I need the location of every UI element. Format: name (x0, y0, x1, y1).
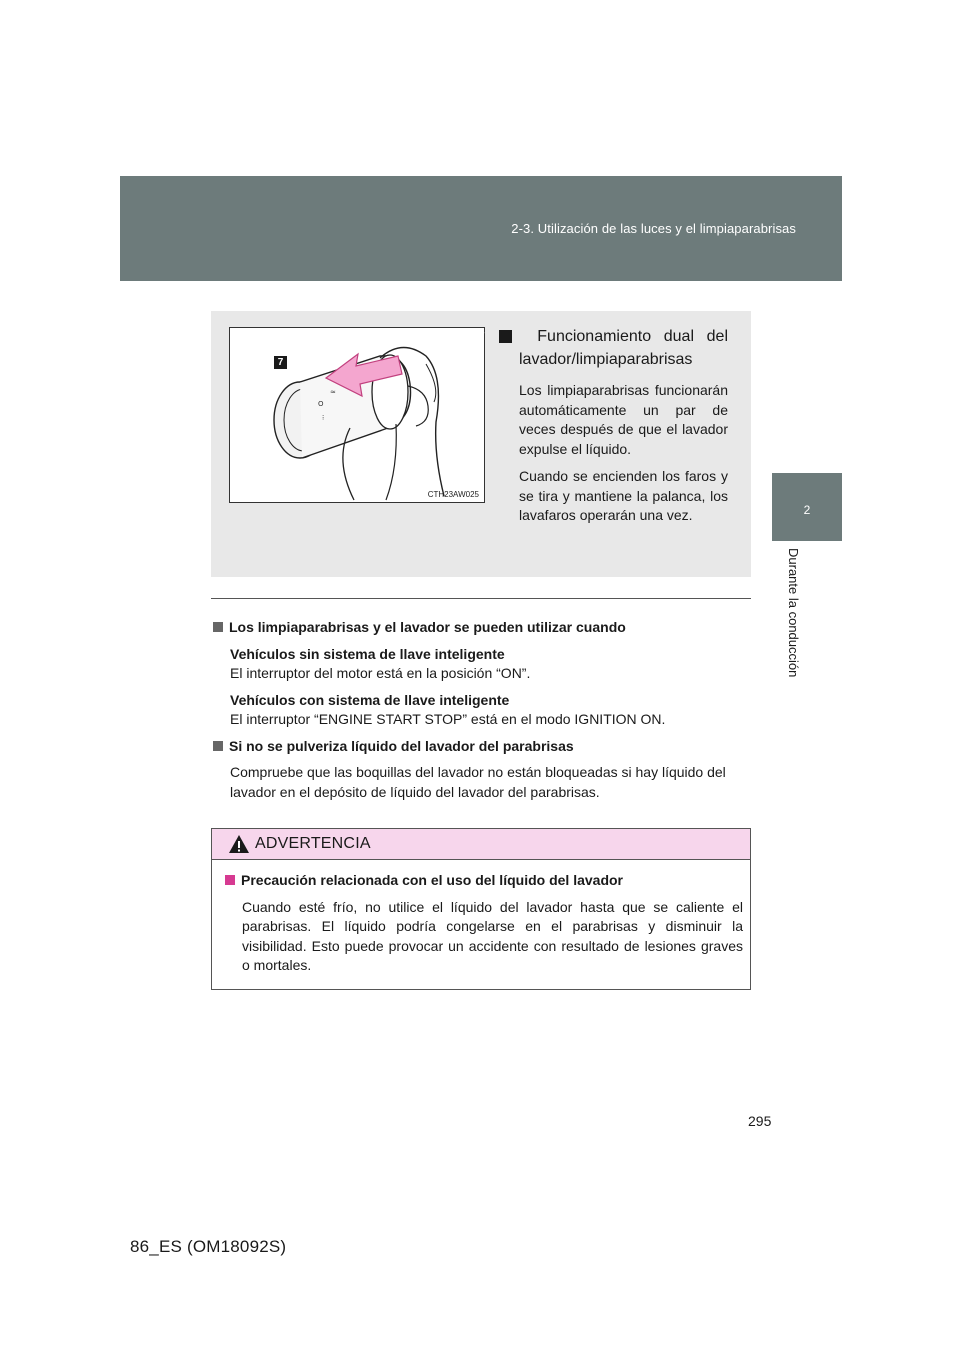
bullet-square-icon (225, 875, 235, 885)
subheading-text: Si no se pulveriza líquido del lavador del parabrisas (229, 737, 574, 754)
warning-triangle-icon (228, 834, 250, 854)
subheading (213, 737, 747, 757)
wiper-lever-drawing (230, 328, 484, 502)
body-text (213, 618, 747, 809)
info-heading-text: Funcionamiento dual del lavador/limpiaparabrisas (519, 328, 728, 368)
info-heading (479, 325, 728, 371)
chapter-number: 2 (803, 503, 811, 517)
body-paragraph: Compruebe que las boquillas del lavador no están bloqueadas si hay líquido del lavador en el depósito de líquido del lavador del parabrisas. (230, 764, 726, 800)
svg-text:O: O (318, 400, 324, 408)
warning-subheading (225, 871, 743, 891)
warning-text: Cuando esté frío, no utilice el líquido del lavador hasta que se caliente el parabrisas. El líquido podría congelarse en el parabrisas y disminuir la visibilidad. Esto puede provocar un accidente con resultado de lesiones graves o mortales. (242, 898, 743, 973)
svg-text:⁝: ⁝ (322, 414, 325, 422)
condition-label: Vehículos sin sistema de llave inteligente (230, 645, 505, 662)
chapter-label (786, 548, 810, 728)
condition-paragraph (230, 645, 747, 684)
condition-text: El interruptor del motor está en la posición “ON”. (230, 665, 531, 681)
bullet-square-icon (213, 622, 223, 632)
section-header-band (120, 176, 842, 281)
subheading (213, 618, 747, 638)
figure-code: CTH23AW025 (427, 490, 479, 499)
warning-title: ADVERTENCIA (255, 835, 371, 852)
condition-text: El interruptor “ENGINE START STOP” está en el modo IGNITION ON. (230, 711, 666, 727)
info-paragraph: Cuando se encienden los faros y se tira y mantiene la palanca, los lavafaros operarán una vez. (519, 468, 728, 523)
wiper-lever-illustration (229, 327, 485, 503)
info-text-column (479, 325, 728, 534)
warning-body (225, 871, 743, 976)
warning-header (212, 829, 750, 860)
warning-subheading-text: Precaución relacionada con el uso del líquido del lavador (241, 872, 623, 888)
callout-badge: 7 (277, 357, 284, 368)
page-number: 295 (748, 1113, 772, 1129)
warning-box (211, 828, 751, 990)
divider (211, 598, 751, 599)
chapter-label-text: Durante la conducción (786, 548, 801, 678)
bullet-square-icon (213, 741, 223, 751)
chapter-tab (772, 473, 842, 541)
section-title: 2-3. Utilización de las luces y el limpiaparabrisas (511, 221, 796, 236)
document-code: 86_ES (OM18092S) (130, 1237, 287, 1256)
subheading-text: Los limpiaparabrisas y el lavador se pueden utilizar cuando (229, 619, 626, 635)
condition-label: Vehículos con sistema de llave inteligente (230, 691, 510, 708)
callout-badge-inline: 7 (499, 330, 512, 343)
info-paragraph: Los limpiaparabrisas funcionarán automáticamente un par de veces después de que el lavador expulse el líquido. (519, 382, 728, 457)
condition-paragraph (230, 691, 747, 730)
svg-text:≈: ≈ (330, 388, 336, 396)
